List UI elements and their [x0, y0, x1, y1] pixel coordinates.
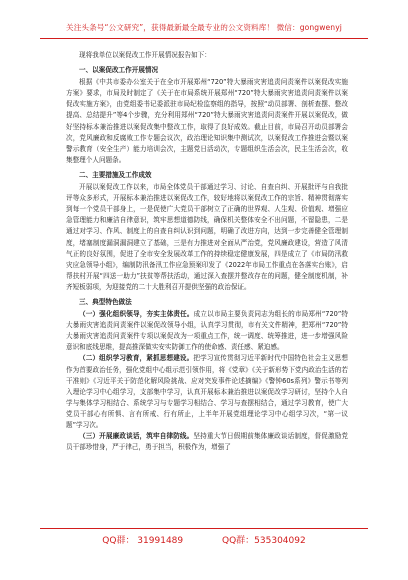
- footer-qq-group-1: QQ群： 31991489: [102, 536, 184, 546]
- item2-text: 把学习宣传贯彻习近平新时代中国特色社会主义思想作为首要政治任务，强化党组中心组示范引领作用，将《党章》《关于新形势下党内政治生活的若干准则》《习近平关于防范化解风险挑战、应对突发事件论述摘编》《警钟60s系列》警示书等列入理论学习中心组学习，支部集中学习，认真开展标本兼治推进以案促改学习研讨，坚持个人自学与集体学习相结合、系统学习与专题学习相结合、学习与查摆相结合，通过学习教育，使广大党员干部心有所惧、言有所戒、行有所止，上半年开展党组理论学习中心组学习次，“第一议题”学习次。: [66, 354, 349, 429]
- page-header: [0, 0, 408, 42]
- item2-paragraph: [66, 353, 348, 431]
- page-footer: [0, 533, 408, 555]
- item3-text: 坚持重大节日假期前集体廉政谈话制度，督促激励党员干部珍惜身，严于律己，勇于担当，积极作为，增强了: [66, 432, 349, 452]
- section3-heading: 三、典型特色做法: [79, 297, 132, 306]
- item1-paragraph: [66, 309, 348, 353]
- intro-paragraph: 现将我单位以案促改工作开展情况报告如下：: [79, 51, 211, 59]
- header-notice: 关注头条号“公文研究”，获得最新最全最专业的公文资料库！ 微信：gongwenyj: [66, 23, 342, 32]
- item3-paragraph: [66, 431, 348, 453]
- item1-text: 成立以市局主要负责同志为组长的市局郑州“720”特大暴雨灾害追责问责案件以案促改领导小组，认真学习贯彻，市有关文件精神，把郑州“720”特大暴雨灾害追责问责案件专项以案促改为一项重点工作，统一调度、统筹推进，进一步增强风险意识和底线思维，提高推深做实安实防御工作的使命感、责任感、紧迫感。: [66, 310, 348, 352]
- section2-heading: 二、主要措施及工作成效: [79, 170, 152, 179]
- document-body: [66, 50, 348, 453]
- footer-qq-group-2: QQ群：535304092: [222, 536, 306, 546]
- section2-paragraph: 开展以案促改工作以来，市局全体党员干部通过学习、讨论、自查自纠、开展批评与自我批评等众多形式，开展标本兼治推进以案促改工作，较好地将以案促改工作的宗旨、精神贯彻落实到每一个党员干部身上，一是促使广大党员干部树立了正确的世界观、人生观、价值观、增强应急管理能力和廉洁自律意识，筑牢思想道德防线，确保机关整体安全不出问题，不留隐患，二是通过对学习、作风、制度上的自查自纠认识到问题，明确了改进方向，达到一步完善健全管理制度，堵塞制度漏洞漏洞建立了基础，三是有力推进对全面从严治党，党风廉政建设，营造了风清气正的良好氛围，促进了全市安全发展改革工作的持续稳定健康发展，四是成立了《市局防汛救灾应急领导小组》，编制防汛备汛工作应急预案印发了《2022年市局工作重点在各落实台账》，启帮扶村开展“四送一助力”扶贫等帮扶活动，通过深入查摆并整改存在的问题，健全制度机制，补齐短板弱项，为迎接党的二十大胜利召开提供坚强的政治保证。: [66, 183, 348, 291]
- item3-lead: （三）开展廉政谈话，筑牢自律防线。: [79, 432, 194, 441]
- header-divider: [40, 38, 368, 39]
- item1-lead: （一）强化组织领导，夯实主体责任。: [79, 310, 194, 319]
- footer-divider: [40, 528, 368, 529]
- section1-paragraph: 根据《中共市委办公室关于在全市开展郑州“720”特大暴雨灾害追责问责案件以案促改实施方案》要求，市局及时制定了《关于在市局系统开展郑州“720”特大暴雨灾害追责问责案件以案促改实施方案》，由党组委书记委派驻市局纪检监察组的指导，按照“动员部署、剖析查摆、整改提高、总结提升”等4个步骤，充分利用郑州“720”特大暴雨灾害追责问责案件开展以案促改，做好坚持标本兼治推进以案促改集中整改工作，取得了良好成效。截止目前，市局召开动员部署会次，党风廉政和反腐败工作专题会议次，政治理论知识集中测试次，以案促改工作推进会暨以案警示教育（安全生产）能力培训会次，主题党日活动次，专题组织生活会次，民主生活会次，收集整理个人问题条。: [66, 78, 348, 164]
- section1-heading: 一、以案促改工作开展情况: [79, 66, 159, 75]
- item2-lead: （二）组织学习教育，紧抓思想建设。: [79, 354, 194, 363]
